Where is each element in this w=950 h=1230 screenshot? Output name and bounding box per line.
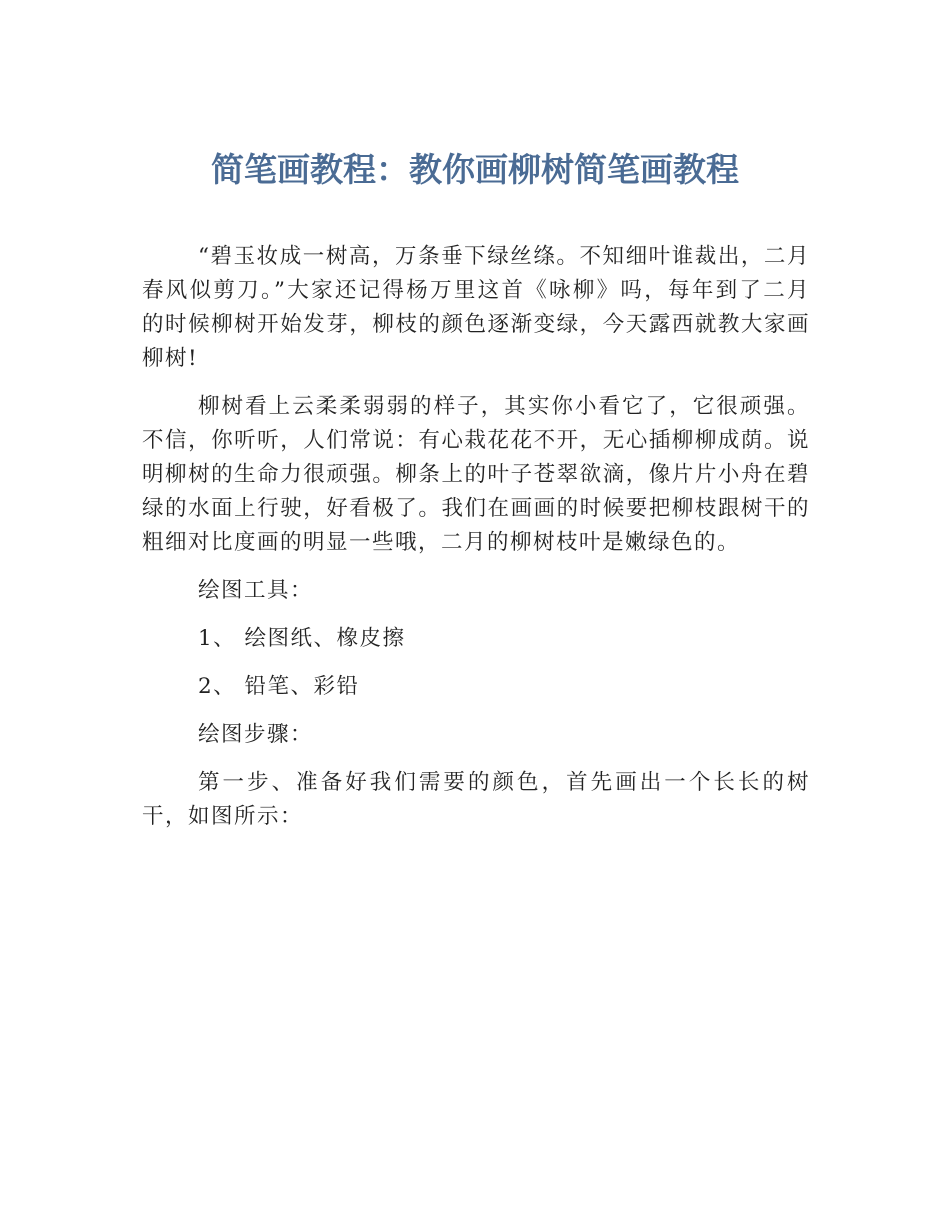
document-title: 简笔画教程：教你画柳树简笔画教程	[211, 150, 739, 189]
paragraph-intro: “碧玉妆成一树高，万条垂下绿丝绦。不知细叶谁裁出，二月春风似剪刀。”大家还记得杨万里这首《咏柳》吗，每年到了二月的时候柳树开始发芽，柳枝的颜色逐渐变绿，今天露西就教大家画柳树!	[142, 244, 810, 371]
document-body	[142, 240, 810, 848]
paragraph-step-1: 第一步、准备好我们需要的颜色，首先画出一个长长的树干，如图所示：	[142, 770, 810, 829]
list-item-tool-1: 1、 绘图纸、橡皮擦	[198, 626, 406, 651]
list-item-tool-2: 2、 铅笔、彩铅	[198, 674, 360, 699]
paragraph-willow-description: 柳树看上云柔柔弱弱的样子，其实你小看它了，它很顽强。不信，你听听，人们常说：有心栽花花不开，无心插柳柳成荫。说明柳树的生命力很顽强。柳条上的叶子苍翠欲滴，像片片小舟在碧绿的水面上行驶，好看极了。我们在画画的时候要把柳枝跟树干的粗细对比度画的明显一些哦，二月的柳树枝叶是嫩绿色的。	[142, 394, 810, 555]
paragraph-steps-heading: 绘图步骤：	[198, 722, 314, 747]
paragraph-tools-heading: 绘图工具：	[198, 578, 314, 603]
